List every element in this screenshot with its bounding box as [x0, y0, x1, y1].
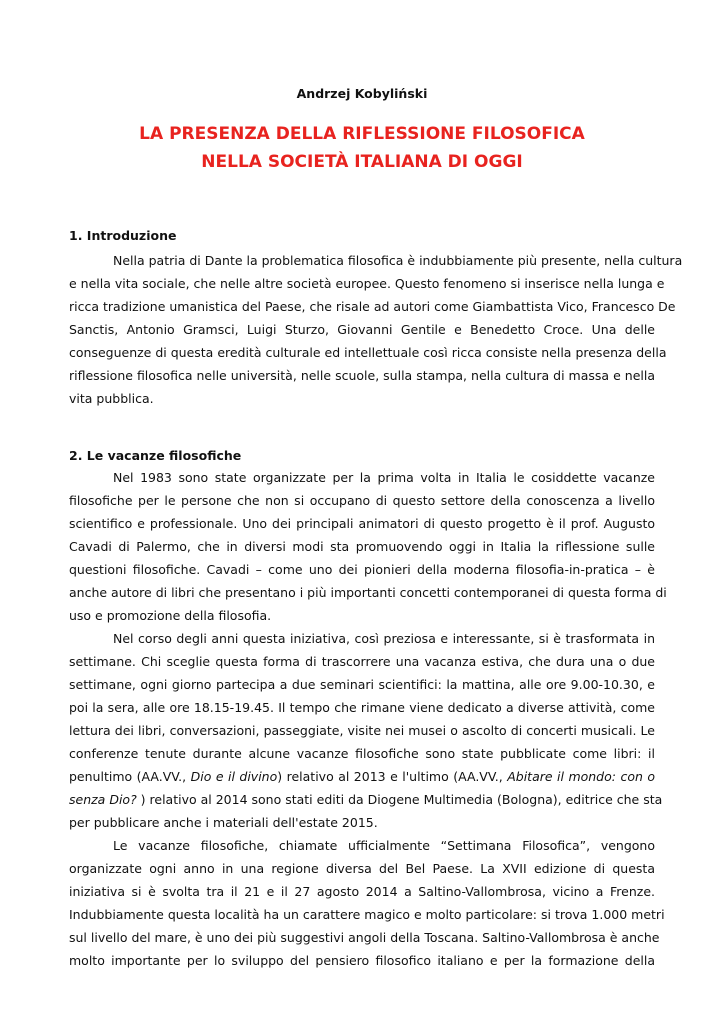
paragraph-line: Cavadi di Palermo, che in diversi modi sta promuovendo oggi in Italia la riflessione sulle [69, 539, 655, 554]
paragraph-line: penultimo (AA.VV., Dio e il divino) relativo al 2013 e l'ultimo (AA.VV., Abitare il mondo: con o [69, 769, 656, 784]
document-title-line-1: LA PRESENZA DELLA RIFLESSIONE FILOSOFICA [139, 124, 585, 144]
paragraph-line: per pubblicare anche i materiali dell'estate 2015. [69, 815, 378, 830]
paragraph-line: vita pubblica. [69, 391, 154, 406]
paragraph-line: sul livello del mare, è uno dei più suggestivi angoli della Toscana. Saltino-Vallombrosa è anche [69, 930, 660, 945]
paragraph-line: Nella patria di Dante la problematica filosofica è indubbiamente più presente, nella cultura [113, 253, 683, 268]
paragraph-line: riflessione filosofica nelle università, nelle scuole, sulla stampa, nella cultura di massa e nella [69, 368, 655, 383]
paragraph-line: conseguenze di questa eredità culturale ed intellettuale così ricca consiste nella presenza della [69, 345, 667, 360]
paragraph-line: molto importante per lo sviluppo del pensiero filosofico italiano e per la formazione della [69, 953, 655, 968]
paragraph-line: settimane, ogni giorno partecipa a due seminari scientifici: la mattina, alle ore 9.00-10.30, e [69, 677, 655, 692]
paragraph-line: settimane. Chi sceglie questa forma di trascorrere una vacanza estiva, che dura una o due [69, 654, 655, 669]
paragraph-line: organizzate ogni anno in una regione diversa del Bel Paese. La XVII edizione di questa [69, 861, 655, 876]
paragraph-line: e nella vita sociale, che nelle altre società europee. Questo fenomeno si inserisce nella lunga e [69, 276, 665, 291]
author-name: Andrzej Kobyliński [296, 86, 428, 101]
paragraph-line: scientifico e professionale. Uno dei principali animatori di questo progetto è il prof. Augusto [69, 516, 655, 531]
section-1-heading: 1. Introduzione [69, 228, 177, 243]
paragraph-line: lettura dei libri, conversazioni, passeggiate, visite nei musei o ascolto di concerti musicali. Le [69, 723, 655, 738]
book-title: Abitare il mondo: con o [507, 769, 656, 784]
book-title: senza Dio? [69, 792, 137, 807]
paragraph-line: conferenze tenute durante alcune vacanze filosofiche sono state pubblicate come libri: il [69, 746, 655, 761]
document-title-line-2: NELLA SOCIETÀ ITALIANA DI OGGI [201, 152, 523, 172]
paragraph-line: anche autore di libri che presentano i più importanti concetti contemporanei di questa forma di [69, 585, 667, 600]
paragraph-line: Nel 1983 sono state organizzate per la prima volta in Italia le cosiddette vacanze [113, 470, 655, 485]
paragraph-line: uso e promozione della filosofia. [69, 608, 272, 623]
book-title: Dio e il divino [190, 769, 278, 784]
paragraph-line: ricca tradizione umanistica del Paese, che risale ad autori come Giambattista Vico, Francesco De [69, 299, 676, 314]
paragraph-line: filosofiche per le persone che non si occupano di questo settore della conoscenza a livello [69, 493, 655, 508]
paragraph-line: questioni filosofiche. Cavadi – come uno dei pionieri della moderna filosofia-in-pratica – è [69, 562, 655, 577]
paragraph-line: senza Dio? ) relativo al 2014 sono stati editi da Diogene Multimedia (Bologna), editrice che sta [69, 792, 663, 807]
section-2-heading: 2. Le vacanze filosofiche [69, 448, 242, 463]
paragraph-line: Nel corso degli anni questa iniziativa, così preziosa e interessante, si è trasformata in [113, 631, 655, 646]
paragraph-line: iniziativa si è svolta tra il 21 e il 27 agosto 2014 a Saltino-Vallombrosa, vicino a Frenze. [69, 884, 655, 899]
paragraph-line: Le vacanze filosofiche, chiamate ufficialmente “Settimana Filosofica”, vengono [113, 838, 655, 853]
paragraph-line: poi la sera, alle ore 18.15-19.45. Il tempo che rimane viene dedicato a diverse attività, come [69, 700, 655, 715]
paragraph-line: Sanctis, Antonio Gramsci, Luigi Sturzo, Giovanni Gentile e Benedetto Croce. Una delle [69, 322, 655, 337]
paragraph-line: Indubbiamente questa località ha un carattere magico e molto particolare: si trova 1.000 metri [69, 907, 665, 922]
